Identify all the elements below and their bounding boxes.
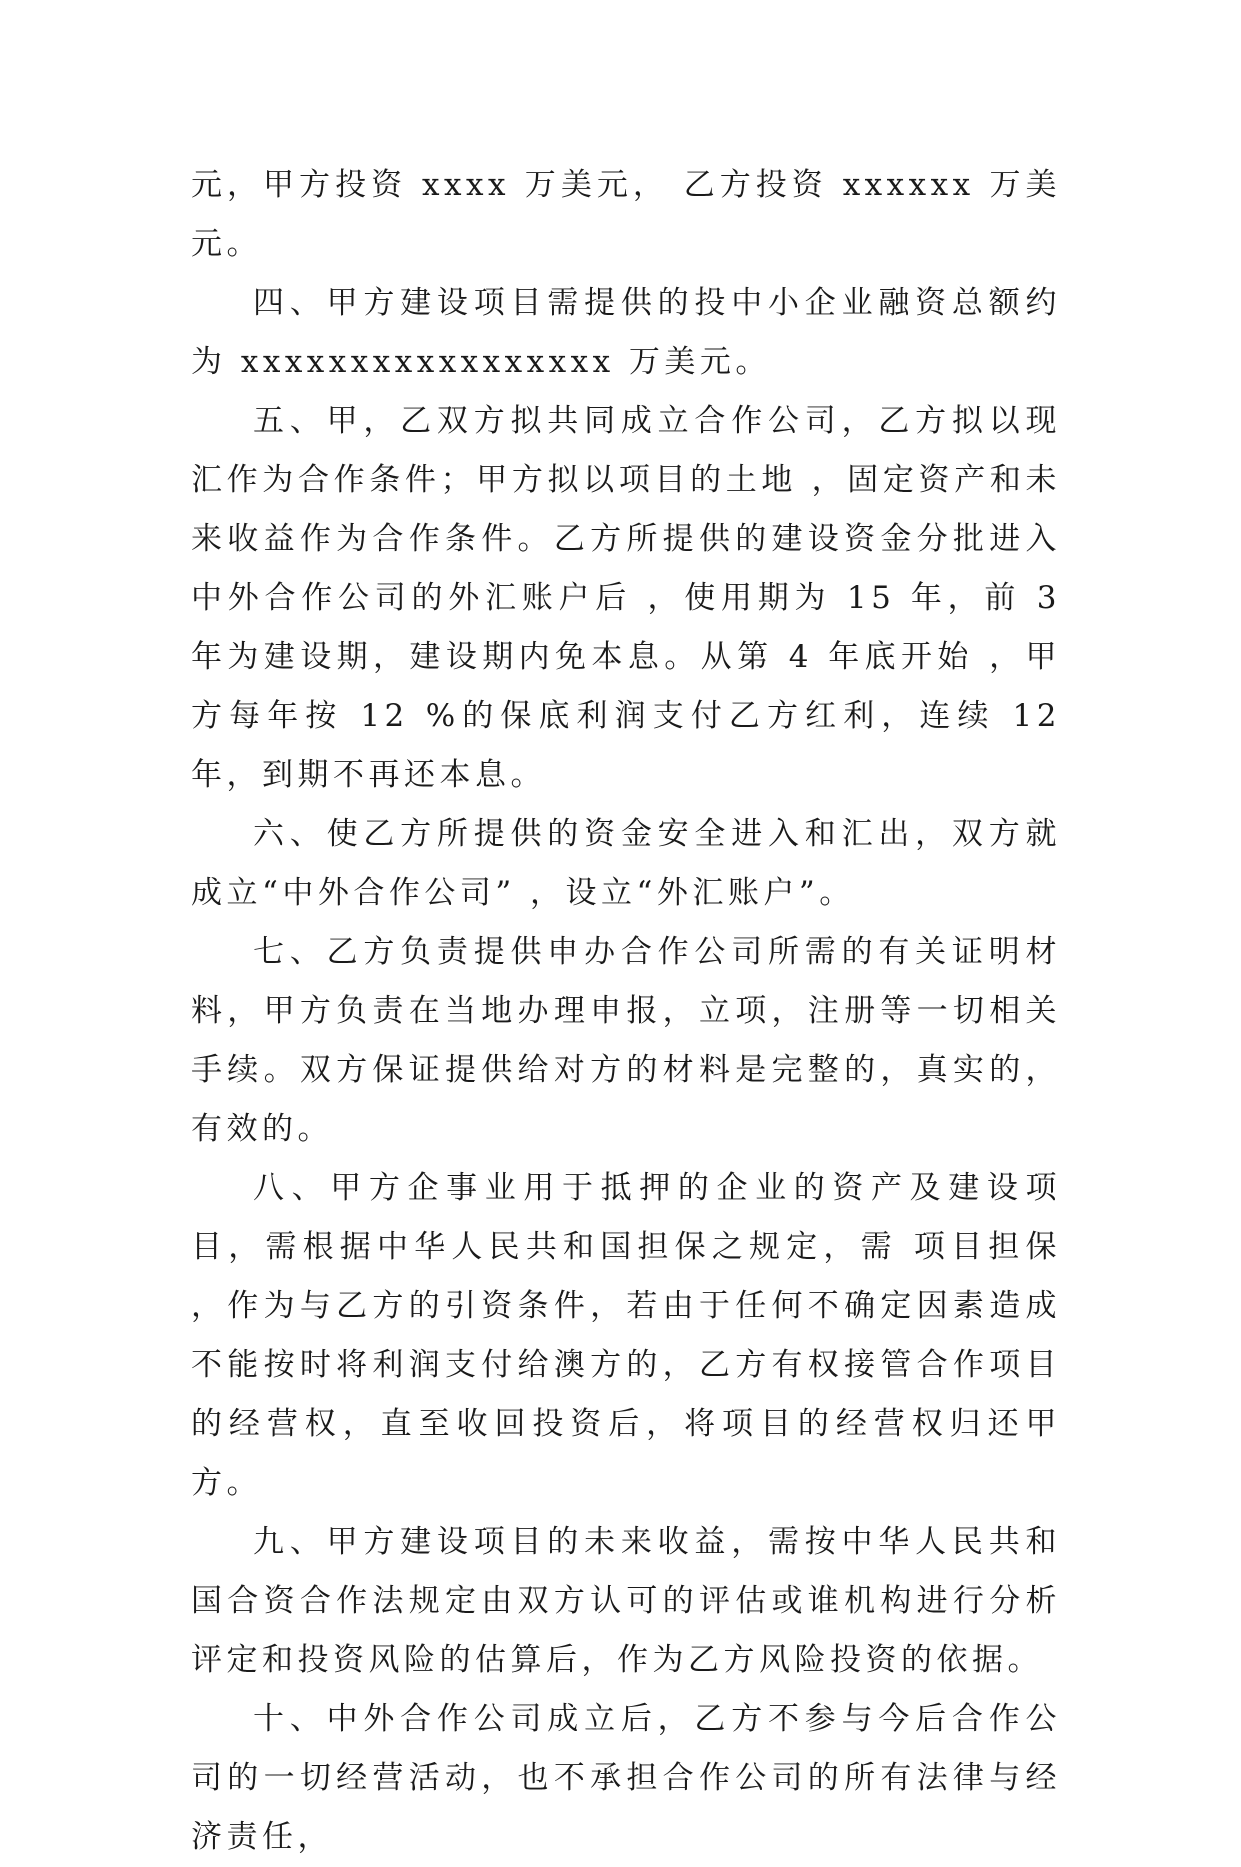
paragraph-clause-10: 十、中外合作公司成立后，乙方不参与今后合作公司的一切经营活动，也不承担合作公司的所有法律与经济责任， — [191, 1701, 1061, 1855]
paragraph-clause-4: 四、甲方建设项目需提供的投中小企业融资总额约为 xxxxxxxxxxxxxxxxx 万美元。 — [191, 285, 1061, 380]
paragraph-continuation: 元，甲方投资 xxxx 万美元， 乙方投资 xxxxxx 万美元。 — [191, 167, 1061, 262]
paragraph-clause-5: 五、甲，乙双方拟共同成立合作公司，乙方拟以现汇作为合作条件；甲方拟以项目的土地 ，固定资产和未来收益作为合作条件。乙方所提供的建设资金分批进入中外合作公司的外汇账户后 ，使用期为 15 年，前 3 年为建设期，建设期内免本息。从第 4 年底开始 ，甲方每年按 12 %的保底利润支付乙方红利，连续 12 年，到期不再还本息。 — [191, 403, 1061, 793]
paragraph-clause-9: 九、甲方建设项目的未来收益，需按中华人民共和国合资合作法规定由双方认可的评估或谁机构进行分析评定和投资风险的估算后，作为乙方风险投资的依据。 — [191, 1524, 1061, 1678]
paragraph-clause-8: 八、甲方企事业用于抵押的企业的资产及建设项目，需根据中华人民共和国担保之规定，需 项目担保 ，作为与乙方的引资条件，若由于任何不确定因素造成不能按时将利润支付给澳方的，乙方有权接管合作项目的经营权，直至收回投资后，将项目的经营权归还甲方。 — [191, 1170, 1061, 1501]
paragraph-clause-7: 七、乙方负责提供申办合作公司所需的有关证明材料，甲方负责在当地办理申报，立项，注册等一切相关手续。双方保证提供给对方的材料是完整的，真实的，有效的。 — [191, 934, 1061, 1147]
document-body — [191, 156, 1061, 1867]
paragraph-clause-6: 六、使乙方所提供的资金安全进入和汇出，双方就成立“中外合作公司” ，设立“外汇账户”。 — [191, 816, 1061, 911]
